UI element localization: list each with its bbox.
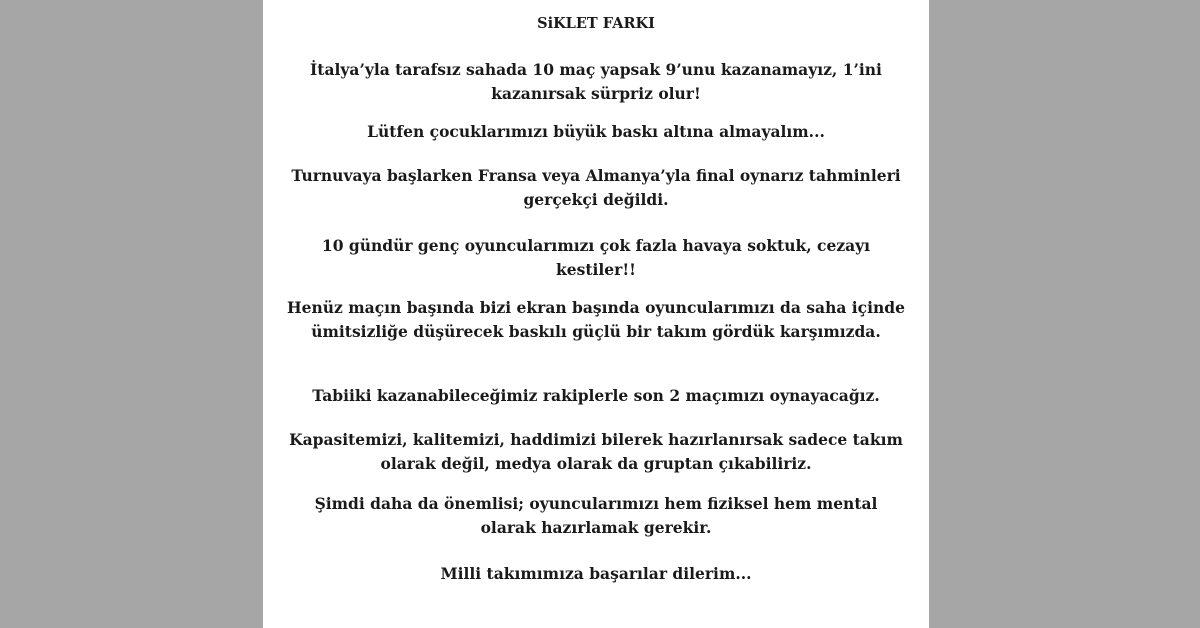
paragraph-1: İtalya’yla tarafsız sahada 10 maç yapsak 9’unu kazanamayız, 1’ini kazanırsak sürpriz olur! (310, 60, 882, 103)
document-page (263, 0, 929, 628)
paragraph-2: Lütfen çocuklarımızı büyük baskı altına almayalım... (367, 122, 825, 141)
paragraph-5: Henüz maçın başında bizi ekran başında oyuncularımızı da saha içinde ümitsizliğe düşürecek baskılı güçlü bir takım gördük karşımızda. (287, 298, 905, 341)
paragraph-4: 10 gündür genç oyuncularımızı çok fazla havaya soktuk, cezayı kestiler!! (321, 236, 871, 279)
paragraph-8: Şimdi daha da önemlisi; oyuncularımızı hem fiziksel hem mental olarak hazırlamak gerekir. (314, 494, 878, 537)
paragraph-3: Turnuvaya başlarken Fransa veya Almanya’yla final oynarız tahminleri gerçekçi değildi. (291, 166, 901, 209)
document-title: SiKLET FARKI (537, 15, 655, 32)
paragraph-7: Kapasitemizi, kalitemizi, haddimizi bilerek hazırlanırsak sadece takım olarak değil, medya olarak da gruptan çıkabiliriz. (289, 430, 903, 473)
paragraph-9: Milli takımımıza başarılar dilerim... (440, 564, 752, 583)
paragraph-6: Tabiiki kazanabileceğimiz rakiplerle son 2 maçımızı oynayacağız. (312, 386, 880, 405)
